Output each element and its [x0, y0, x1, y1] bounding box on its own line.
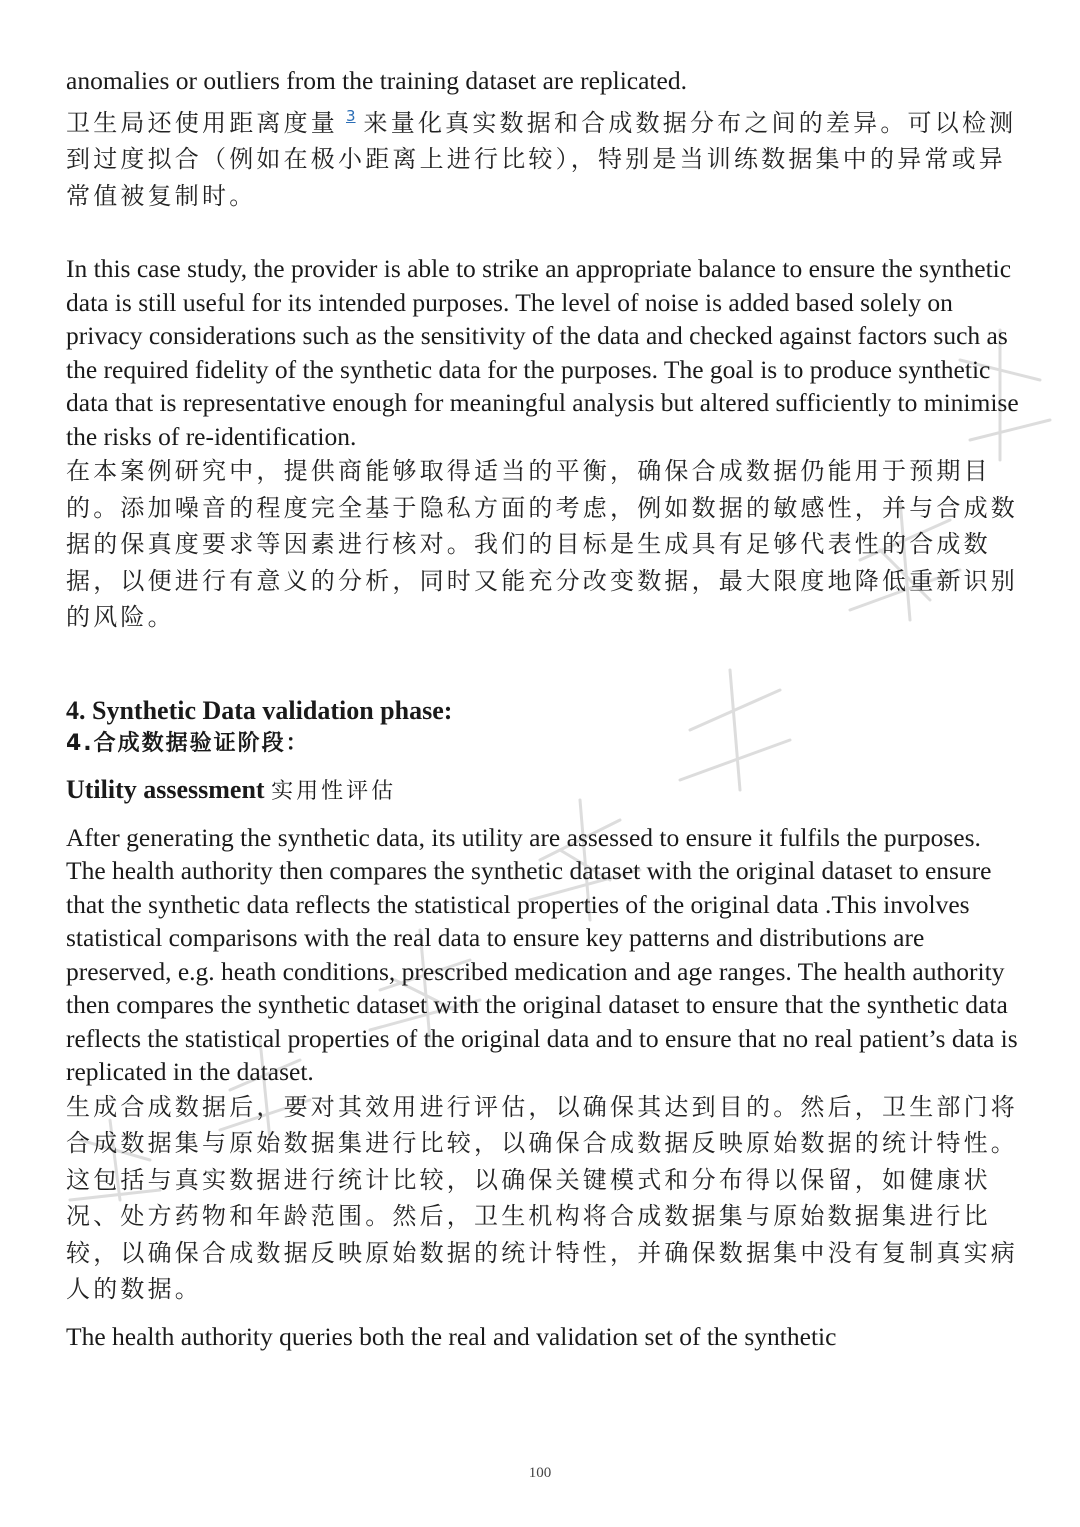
document-page [66, 64, 1026, 1353]
paragraph-zh-2: 在本案例研究中，提供商能够取得适当的平衡，确保合成数据仍能用于预期目的。添加噪音的程度完全基于隐私方面的考虑，例如数据的敏感性，并与合成数据的保真度要求等因素进行核对。我们的目标是生成具有足够代表性的合成数据，以便进行有意义的分析，同时又能充分改变数据，最大限度地降低重新识别的风险。 [66, 457, 1018, 631]
page-number: 100 [528, 1465, 552, 1481]
footnote-link[interactable]: 3 [346, 106, 356, 125]
subheading-utility-zh: 实用性评估 [271, 778, 397, 804]
section-heading-en: 4. Synthetic Data validation phase: [66, 695, 453, 725]
paragraph-en-2: In this case study, the provider is able to strike an appropriate balance to ensure the synthetic data is still useful for its intended purposes. The level of noise is added based solely on privacy considerations such as the sensitivity of the data and checked against factors such as the required fidelity of the synthetic data for the purposes. The goal is to produce synthetic data that is representative enough for meaningful analysis but altered sufficiently to minimise the risks of re-identification. [66, 254, 1019, 451]
paragraph-zh-3: 生成合成数据后，要对其效用进行评估，以确保其达到目的。然后，卫生部门将合成数据集与原始数据集进行比较，以确保合成数据反映原始数据的统计特性。这包括与真实数据进行统计比较，以确保关键模式和分布得以保留，如健康状况、处方药物和年龄范围。然后，卫生机构将合成数据集与原始数据集进行比较，以确保合成数据反映原始数据的统计特性，并确保数据集中没有复制真实病人的数据。 [66, 1092, 1018, 1303]
paragraph-zh-1-after: 来量化真实数据和合成数据分布之间的差异。可以检测到过度拟合（例如在极小距离上进行比较），特别是当训练数据集中的异常或异常值被复制时。 [66, 108, 1017, 210]
paragraph-en-3: After generating the synthetic data, its utility are assessed to ensure it fulfils the purposes. The health authority then compares the synthetic dataset with the original dataset to ensure that the synthetic data reflects the statistical properties of the original data .This involves statistical comparisons with the real data to ensure key patterns and distributions are preserved, e.g. heath conditions, prescribed medication and age ranges. The health authority then compares the synthetic dataset with the original dataset to ensure that the synthetic data reflects the statistical properties of the original data and to ensure that no real patient’s data is replicated in the dataset. [66, 822, 1018, 1086]
section-heading-zh: 4.合成数据验证阶段： [66, 730, 310, 756]
paragraph-zh-1-before: 卫生局还使用距离度量 [66, 108, 338, 137]
subheading-utility-en: Utility assessment [66, 774, 265, 804]
paragraph-zh-1 [66, 98, 1026, 215]
subheading-utility [66, 773, 1026, 809]
paragraph-en-4: The health authority queries both the real and validation set of the synthetic [66, 1321, 837, 1351]
paragraph-en-1-tail: anomalies or outliers from the training dataset are replicated. [66, 66, 687, 95]
